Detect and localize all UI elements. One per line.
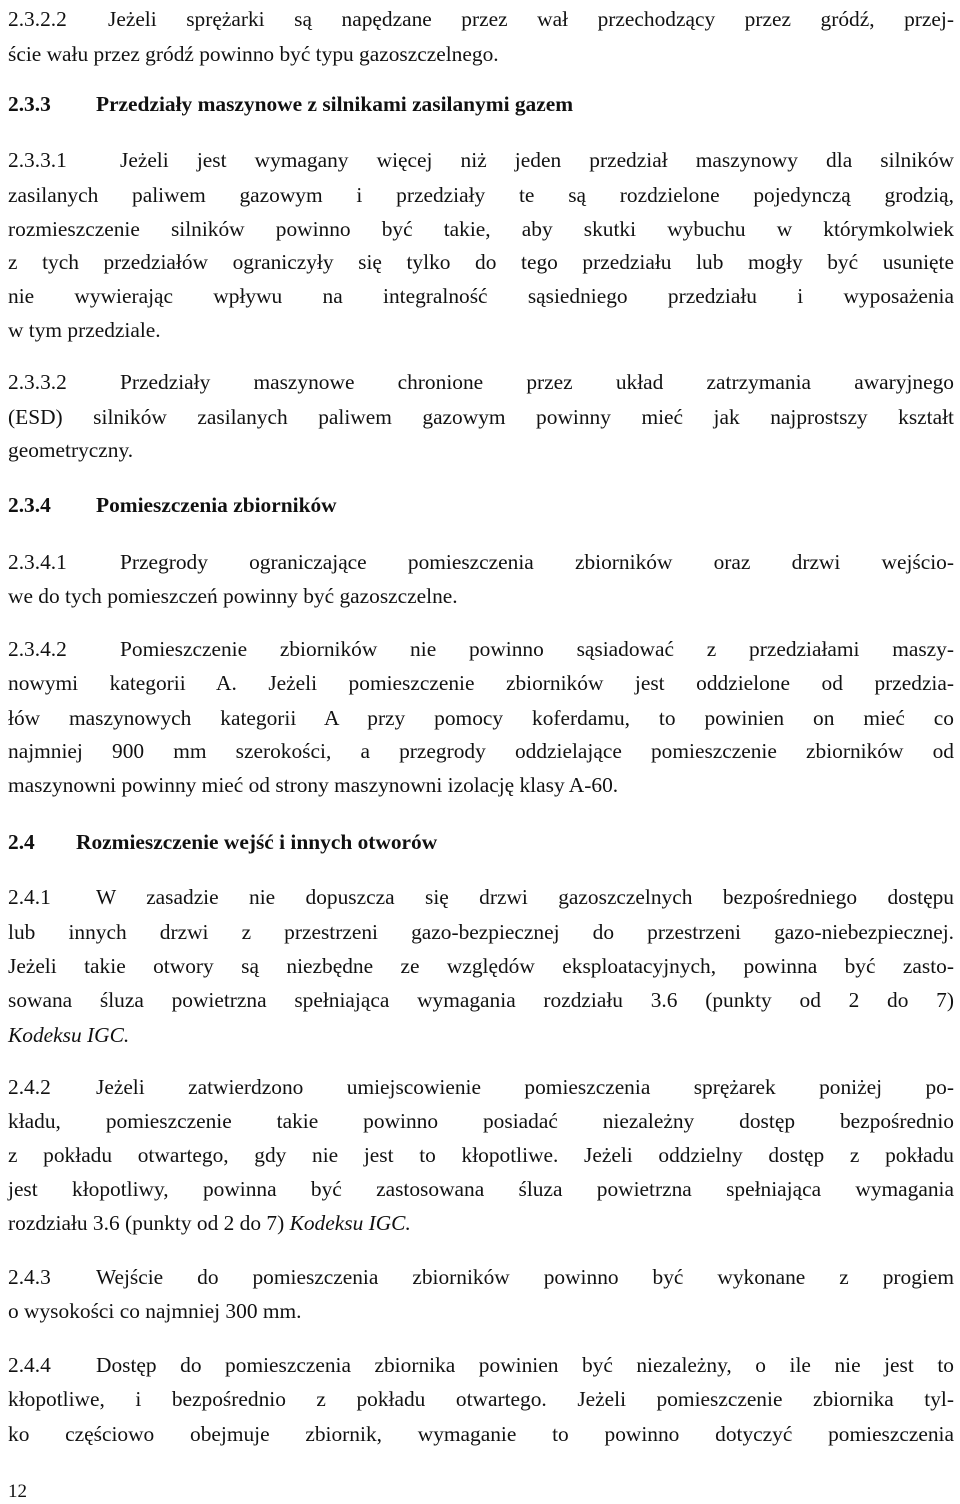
paragraph-text: kłopotliwe, i bezpośrednio z pokładu otwartego. Jeżeli pomieszczenie zbiornika tyl- bbox=[8, 1387, 954, 1411]
paragraph-text: Dostęp do pomieszczenia zbiornika powinien być niezależny, o ile nie jest to bbox=[96, 1353, 954, 1377]
paragraph-number: 2.4.2 bbox=[8, 1075, 51, 1099]
paragraph-line bbox=[8, 633, 954, 666]
paragraph-line bbox=[8, 667, 954, 700]
section-title: Pomieszczenia zbiorników bbox=[96, 493, 337, 517]
paragraph-text: zasilanych paliwem gazowym i przedziały te są rozdzielone pojedynczą grodzią, bbox=[8, 183, 954, 207]
paragraph-line bbox=[8, 246, 954, 279]
section-number: 2.3.4 bbox=[8, 493, 51, 517]
section-heading bbox=[8, 489, 954, 522]
paragraph-text: z tych przedziałów ograniczyły się tylko do tego przedziału lub mogły być usunięte bbox=[8, 250, 954, 274]
paragraph-line bbox=[8, 144, 954, 177]
paragraph-text: Jeżeli jest wymagany więcej niż jeden przedział maszynowy dla silników bbox=[120, 148, 954, 172]
paragraph-line bbox=[8, 580, 954, 613]
paragraph-line bbox=[8, 401, 954, 434]
paragraph-text: Przedziały maszynowe chronione przez układ zatrzymania awaryjnego bbox=[120, 370, 954, 394]
paragraph-line bbox=[8, 1418, 954, 1451]
paragraph-line bbox=[8, 1071, 954, 1104]
paragraph-text: rozmieszczenie silników powinno być takie, aby skutki wybuchu w którymkolwiek bbox=[8, 217, 954, 241]
paragraph-line bbox=[8, 1349, 954, 1382]
paragraph-line bbox=[8, 1207, 954, 1240]
paragraph-text: ście wału przez gródź powinno być typu gazoszczelnego. bbox=[8, 42, 499, 66]
paragraph-number: 2.3.4.1 bbox=[8, 550, 67, 574]
paragraph-text: Pomieszczenie zbiorników nie powinno sąsiadować z przedziałami maszy- bbox=[120, 637, 954, 661]
section-title: Przedziały maszynowe z silnikami zasilanymi gazem bbox=[96, 92, 574, 116]
paragraph-line bbox=[8, 213, 954, 246]
paragraph-number: 2.3.3.2 bbox=[8, 370, 67, 394]
paragraph-line bbox=[8, 1173, 954, 1206]
section-number: 2.4 bbox=[8, 830, 35, 854]
paragraph-text: ko częściowo obejmuje zbiornik, wymaganie to powinno dotyczyć pomieszczenia bbox=[8, 1422, 954, 1446]
paragraph-line bbox=[8, 1261, 954, 1294]
section-title: Rozmieszczenie wejść i innych otworów bbox=[76, 830, 438, 854]
paragraph-line bbox=[8, 1383, 954, 1416]
paragraph-text: najmniej 900 mm szerokości, a przegrody oddzielające pomieszczenie zbiorników od bbox=[8, 739, 954, 763]
paragraph-line bbox=[8, 916, 954, 949]
paragraph-line bbox=[8, 950, 954, 983]
paragraph-line bbox=[8, 314, 954, 347]
document-page bbox=[8, 0, 954, 1504]
paragraph-text: nie wywierając wpływu na integralność sąsiedniego przedziału i wyposażenia bbox=[8, 284, 954, 308]
paragraph-text: nowymi kategorii A. Jeżeli pomieszczenie zbiorników jest oddzielone od przedzia- bbox=[8, 671, 954, 695]
paragraph-text: w tym przedziale. bbox=[8, 318, 161, 342]
paragraph-line bbox=[8, 984, 954, 1017]
paragraph-number: 2.3.3.1 bbox=[8, 148, 67, 172]
paragraph-line bbox=[8, 434, 954, 467]
paragraph-line bbox=[8, 702, 954, 735]
paragraph-line bbox=[8, 38, 954, 71]
paragraph-line bbox=[8, 769, 954, 802]
paragraph-text: jest kłopotliwy, powinna być zastosowana śluza powietrzna spełniająca wymagania bbox=[8, 1177, 954, 1201]
italic-reference: Kodeksu IGC. bbox=[8, 1023, 130, 1047]
paragraph-text: sowana śluza powietrzna spełniająca wymagania rozdziału 3.6 (punkty od 2 do 7) bbox=[8, 988, 954, 1012]
paragraph-line bbox=[8, 366, 954, 399]
paragraph-text: Wejście do pomieszczenia zbiorników powinno być wykonane z progiem bbox=[96, 1265, 954, 1289]
italic-reference: Kodeksu IGC. bbox=[289, 1211, 411, 1235]
paragraph-text: rozdziału 3.6 (punkty od 2 do 7) bbox=[8, 1211, 290, 1235]
page-number: 12 bbox=[8, 1481, 27, 1502]
paragraph-number: 2.3.4.2 bbox=[8, 637, 67, 661]
paragraph-text: Przegrody ograniczające pomieszczenia zbiorników oraz drzwi wejścio- bbox=[120, 550, 954, 574]
paragraph-number: 2.4.3 bbox=[8, 1265, 51, 1289]
paragraph-text: o wysokości co najmniej 300 mm. bbox=[8, 1299, 302, 1323]
paragraph-line bbox=[8, 1019, 954, 1052]
paragraph-number: 2.4.4 bbox=[8, 1353, 51, 1377]
section-heading bbox=[8, 826, 954, 859]
paragraph-line bbox=[8, 735, 954, 768]
section-number: 2.3.3 bbox=[8, 92, 51, 116]
paragraph-line bbox=[8, 1139, 954, 1172]
paragraph-text: kładu, pomieszczenie takie powinno posiadać niezależny dostęp bezpośrednio bbox=[8, 1109, 954, 1133]
paragraph-line bbox=[8, 1295, 954, 1328]
paragraph-number: 2.3.2.2 bbox=[8, 7, 67, 31]
paragraph-text: Jeżeli zatwierdzono umiejscowienie pomieszczenia sprężarek poniżej po- bbox=[96, 1075, 954, 1099]
paragraph-text: we do tych pomieszczeń powinny być gazoszczelne. bbox=[8, 584, 458, 608]
paragraph-text: z pokładu otwartego, gdy nie jest to kłopotliwe. Jeżeli oddzielny dostęp z pokładu bbox=[8, 1143, 954, 1167]
paragraph-line bbox=[8, 3, 954, 36]
paragraph-line bbox=[8, 179, 954, 212]
paragraph-line bbox=[8, 881, 954, 914]
paragraph-text: W zasadzie nie dopuszcza się drzwi gazoszczelnych bezpośredniego dostępu bbox=[96, 885, 954, 909]
paragraph-text: łów maszynowych kategorii A przy pomocy koferdamu, to powinien on mieć co bbox=[8, 706, 954, 730]
paragraph-line bbox=[8, 1105, 954, 1138]
paragraph-text: geometryczny. bbox=[8, 438, 134, 462]
paragraph-text: (ESD) silników zasilanych paliwem gazowym powinny mieć jak najprostszy kształt bbox=[8, 405, 954, 429]
paragraph-text: maszynowni powinny mieć od strony maszynowni izolację klasy A-60. bbox=[8, 773, 619, 797]
paragraph-text: Jeżeli sprężarki są napędzane przez wał przechodzący przez gródź, przej- bbox=[108, 7, 954, 31]
paragraph-line bbox=[8, 546, 954, 579]
paragraph-text: lub innych drzwi z przestrzeni gazo-bezpiecznej do przestrzeni gazo-niebezpiecznej. bbox=[8, 920, 954, 944]
section-heading bbox=[8, 88, 954, 121]
paragraph-text: Jeżeli takie otwory są niezbędne ze względów eksploatacyjnych, powinna być zasto- bbox=[8, 954, 954, 978]
paragraph-line bbox=[8, 280, 954, 313]
paragraph-number: 2.4.1 bbox=[8, 885, 51, 909]
